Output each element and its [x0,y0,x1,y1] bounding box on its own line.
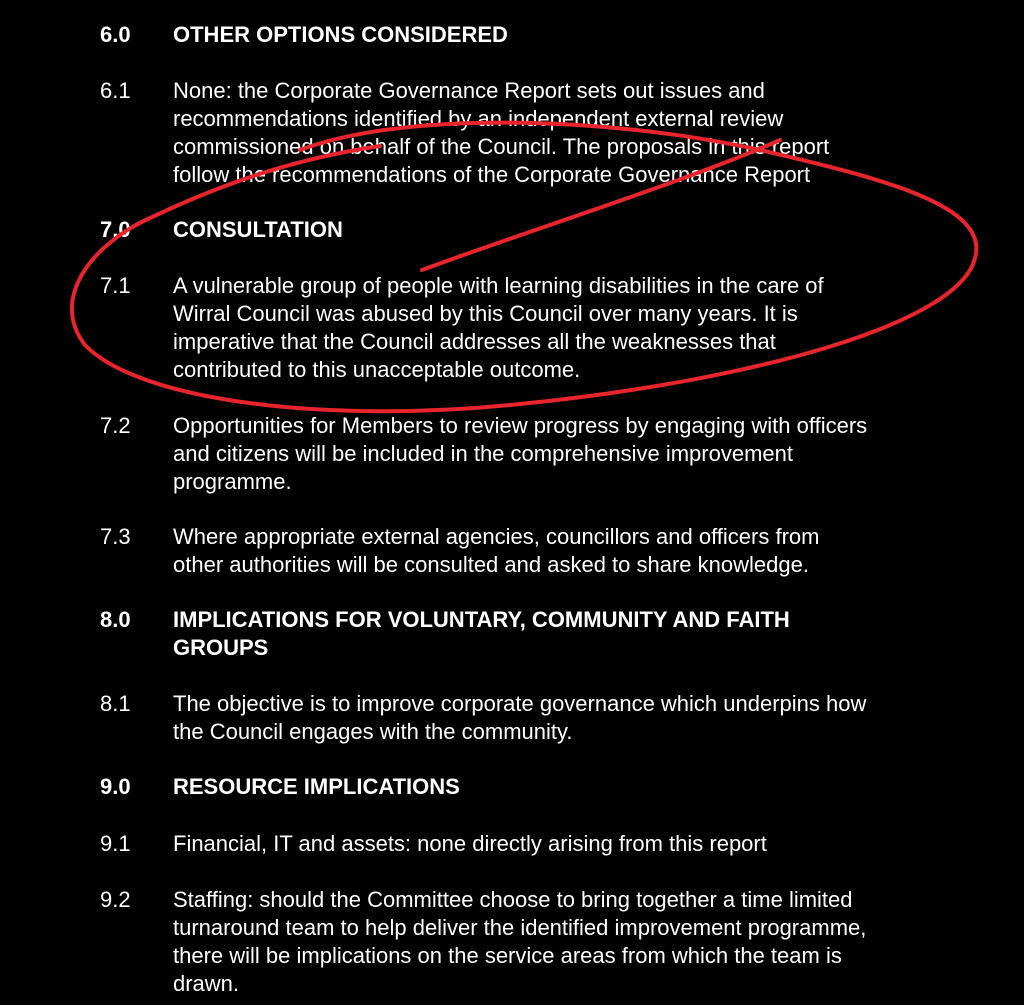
section-title: RESOURCE IMPLICATIONS [173,774,460,799]
section-number: 6.0 [100,22,131,47]
section-title: IMPLICATIONS FOR VOLUNTARY, COMMUNITY AND FAITH GROUPS [173,607,790,660]
section-number: 8.0 [100,607,131,632]
section-title: OTHER OPTIONS CONSIDERED [173,22,508,47]
paragraph-text: Financial, IT and assets: none directly arising from this report [173,831,767,856]
section-number: 7.0 [100,217,131,242]
section-title: CONSULTATION [173,217,343,242]
paragraph-text: The objective is to improve corporate governance which underpins how the Council engages with the community. [173,691,867,744]
paragraph-number: 8.1 [100,691,131,716]
section-number: 9.0 [100,774,131,799]
paragraph-text: Where appropriate external agencies, councillors and officers from other authorities will be consulted and asked to share knowledge. [173,524,820,577]
paragraph-number: 6.1 [100,78,131,103]
paragraph-number: 7.3 [100,524,131,549]
paragraph-number: 9.2 [100,887,131,912]
paragraph-number: 7.2 [100,413,131,438]
paragraph-number: 9.1 [100,831,131,856]
paragraph-text: None: the Corporate Governance Report sets out issues and recommendations identified by an independent external review commissioned on behalf of the Council. The proposals in this report follow the recommendations of the Corporate Governance Report [173,78,830,187]
paragraph-text: A vulnerable group of people with learning disabilities in the care of Wirral Council was abused by this Council over many years. It is imperative that the Council addresses all the weaknesses that contributed to this unacceptable outcome. [173,273,824,382]
paragraph-text: Staffing: should the Committee choose to bring together a time limited turnaround team to help deliver the identified improvement programme, there will be implications on the service areas from which the team is drawn. [173,887,867,996]
paragraph-number: 7.1 [100,273,131,298]
paragraph-text: Opportunities for Members to review progress by engaging with officers and citizens will be included in the comprehensive improvement programme. [173,413,868,494]
